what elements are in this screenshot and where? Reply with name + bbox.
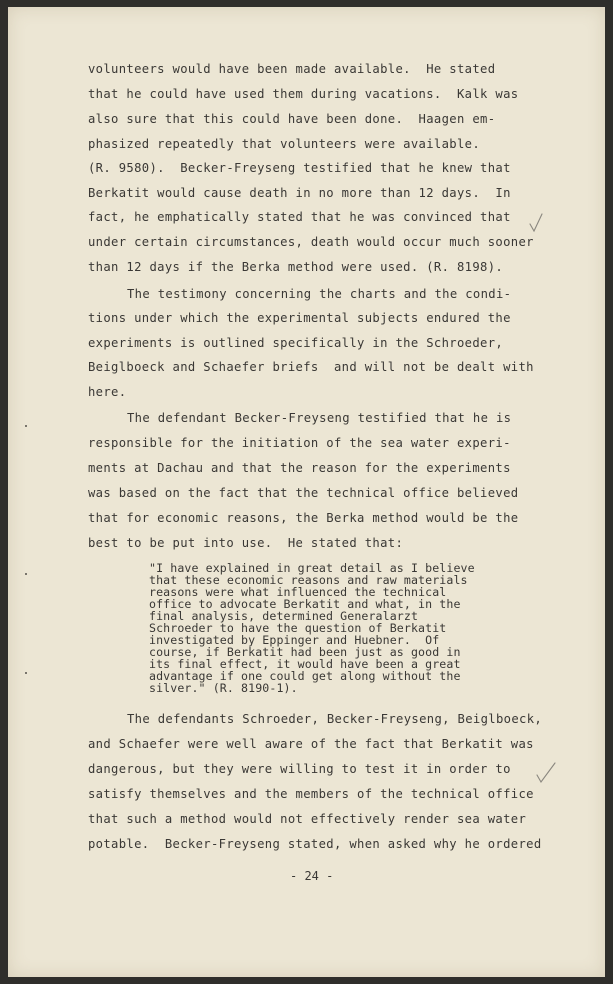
quote-line: investigated by Eppinger and Huebner. Of — [149, 633, 440, 647]
checkmark-icon — [528, 212, 544, 234]
body-line: ments at Dachau and that the reason for the experiments — [88, 461, 511, 475]
body-line: volunteers would have been made available. He stated — [88, 62, 496, 76]
margin-mark — [25, 672, 27, 674]
body-line: potable. Becker-Freyseng stated, when asked why he ordered — [88, 837, 542, 851]
body-line: responsible for the initiation of the sea water experi- — [88, 436, 511, 450]
body-line: The defendant Becker-Freyseng testified that he is — [127, 411, 512, 425]
body-line: Beiglboeck and Schaefer briefs and will not be dealt with — [88, 360, 534, 374]
body-line: fact, he emphatically stated that he was convinced that — [88, 210, 511, 224]
quote-line: "I have explained in great detail as I believe — [149, 561, 475, 575]
body-line: that such a method would not effectively render sea water — [88, 812, 527, 826]
body-line: The defendants Schroeder, Becker-Freyseng, Beiglboeck, — [127, 712, 543, 726]
quote-line: office to advocate Berkatit and what, in the — [149, 597, 461, 611]
body-line: best to be put into use. He stated that: — [88, 536, 404, 550]
body-line: that he could have used them during vacations. Kalk was — [88, 87, 519, 101]
body-line: satisfy themselves and the members of the technical office — [88, 787, 534, 801]
body-line: also sure that this could have been done. Haagen em- — [88, 112, 496, 126]
body-line: phasized repeatedly that volunteers were available. — [88, 137, 481, 151]
quote-line: Schroeder to have the question of Berkatit — [149, 621, 447, 635]
page-number: - 24 - — [290, 869, 334, 883]
document-page — [8, 7, 605, 977]
quote-line: silver." (R. 8190-1). — [149, 681, 298, 695]
body-line: and Schaefer were well aware of the fact that Berkatit was — [88, 737, 534, 751]
body-line: tions under which the experimental subjects endured the — [88, 311, 511, 325]
quote-line: reasons were what influenced the technical — [149, 585, 447, 599]
body-line: Berkatit would cause death in no more than 12 days. In — [88, 186, 511, 200]
body-line: that for economic reasons, the Berka method would be the — [88, 511, 519, 525]
body-line: (R. 9580). Becker-Freyseng testified that he knew that — [88, 161, 511, 175]
body-line: under certain circumstances, death would occur much sooner — [88, 235, 534, 249]
quote-line: that these economic reasons and raw materials — [149, 573, 468, 587]
quote-line: final analysis, determined Generalarzt — [149, 609, 419, 623]
checkmark-icon — [535, 761, 557, 785]
body-line: dangerous, but they were willing to test it in order to — [88, 762, 511, 776]
quote-line: its final effect, it would have been a great — [149, 657, 461, 671]
body-line: here. — [88, 385, 127, 399]
margin-mark — [25, 425, 27, 427]
body-line: The testimony concerning the charts and the condi- — [127, 287, 512, 301]
body-line: was based on the fact that the technical office believed — [88, 486, 519, 500]
quote-line: advantage if one could get along without the — [149, 669, 461, 683]
quote-line: course, if Berkatit had been just as good in — [149, 645, 461, 659]
body-line: experiments is outlined specifically in the Schroeder, — [88, 336, 504, 350]
body-line: than 12 days if the Berka method were used. (R. 8198). — [88, 260, 504, 274]
margin-mark — [25, 573, 27, 575]
